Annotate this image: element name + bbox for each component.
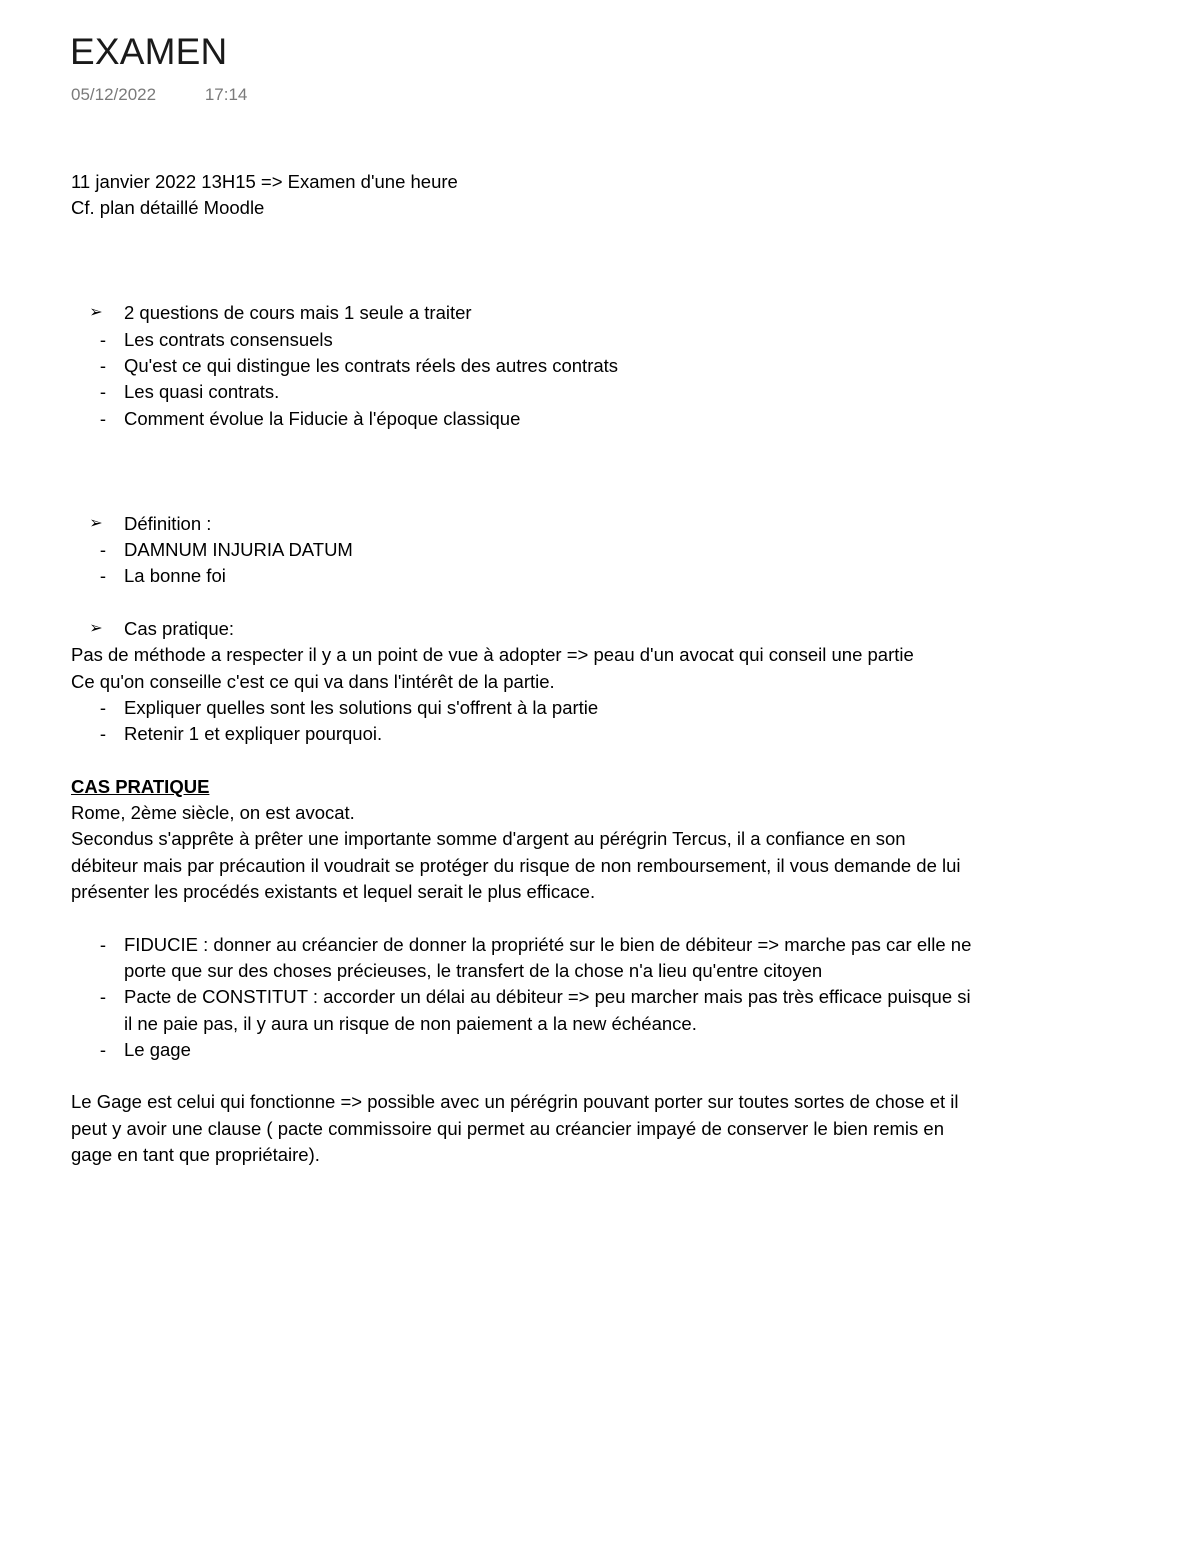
paragraph: Secondus s'apprête à prêter une importante somme d'argent au pérégrin Tercus, il a confiance en son débiteur mais par précaution il voudrait se protéger du risque de non remboursement, il vous demande de lui présenter les procédés existants et lequel serait le plus efficace. bbox=[71, 828, 961, 903]
paragraph: Le Gage est celui qui fonctionne => possible avec un pérégrin pouvant porter sur toutes sortes de chose et il peut y avoir une clause ( pacte commissoire qui permet au créancier impayé de conserver le bien remis en gage en tant que propriétaire). bbox=[71, 1091, 959, 1165]
dash-bullet-icon: - bbox=[99, 328, 107, 350]
cas-instructions-list bbox=[71, 695, 971, 748]
questions-list bbox=[71, 300, 971, 431]
list-item: - Pacte de CONSTITUT : accorder un délai au débiteur => peu marcher mais pas très efficace puisque si il ne paie pas, il y aura un risque de non paiement a la new échéance. bbox=[71, 984, 974, 1037]
dash-bullet-icon: - bbox=[99, 381, 107, 403]
list-item: - Le gage bbox=[71, 1037, 971, 1063]
list-item: ➢ 2 questions de cours mais 1 seule a traiter bbox=[71, 300, 971, 326]
list-item: ➢ Définition : bbox=[71, 511, 971, 537]
intro-line: 11 janvier 2022 13H15 => Examen d'une heure bbox=[71, 171, 458, 192]
list-item: ➢ Cas pratique: bbox=[71, 616, 971, 642]
paragraph: Pas de méthode a respecter il y a un point de vue à adopter => peau d'un avocat qui conseil une partie bbox=[71, 644, 914, 666]
list-item: - FIDUCIE : donner au créancier de donner la propriété sur le bien de débiteur => marche pas car elle ne porte que sur des choses précieuses, le transfert de la chose n'a lieu qu'entre citoyen bbox=[71, 932, 974, 985]
arrow-bullet-icon: ➢ bbox=[89, 514, 103, 532]
page-title: EXAMEN bbox=[70, 31, 228, 72]
list-item: - Comment évolue la Fiducie à l'époque classique bbox=[71, 406, 971, 432]
arrow-bullet-icon: ➢ bbox=[89, 304, 103, 322]
arrow-bullet-icon: ➢ bbox=[89, 620, 103, 638]
dash-bullet-icon: - bbox=[99, 355, 107, 377]
dash-bullet-icon: - bbox=[99, 933, 107, 955]
definition-list bbox=[71, 511, 971, 590]
note-body bbox=[71, 169, 971, 1168]
paragraph: Ce qu'on conseille c'est ce qui va dans l'intérêt de la partie. bbox=[71, 670, 555, 692]
note-time: 17:14 bbox=[204, 85, 248, 104]
paragraph: Rome, 2ème siècle, on est avocat. bbox=[71, 802, 355, 824]
dash-bullet-icon: - bbox=[99, 407, 107, 429]
dash-bullet-icon: - bbox=[99, 696, 107, 718]
cas-pratique-method-list bbox=[71, 616, 971, 642]
dash-bullet-icon: - bbox=[99, 565, 107, 587]
note-metadata bbox=[71, 83, 247, 107]
section-heading: CAS PRATIQUE bbox=[71, 775, 210, 797]
list-item: - DAMNUM INJURIA DATUM bbox=[71, 537, 971, 563]
list-item: - Les contrats consensuels bbox=[71, 327, 971, 353]
intro-line: Cf. plan détaillé Moodle bbox=[71, 197, 265, 219]
note-date: 05/12/2022 bbox=[71, 85, 157, 104]
dash-bullet-icon: - bbox=[99, 1038, 107, 1060]
procedes-list bbox=[71, 932, 971, 1063]
dash-bullet-icon: - bbox=[99, 539, 107, 561]
dash-bullet-icon: - bbox=[99, 986, 107, 1008]
list-item: - Les quasi contrats. bbox=[71, 379, 971, 405]
list-item: - Retenir 1 et expliquer pourquoi. bbox=[71, 721, 971, 747]
list-item: - Qu'est ce qui distingue les contrats réels des autres contrats bbox=[71, 353, 971, 379]
list-item: - Expliquer quelles sont les solutions qui s'offrent à la partie bbox=[71, 695, 971, 721]
list-item: - La bonne foi bbox=[71, 563, 971, 589]
dash-bullet-icon: - bbox=[99, 723, 107, 745]
